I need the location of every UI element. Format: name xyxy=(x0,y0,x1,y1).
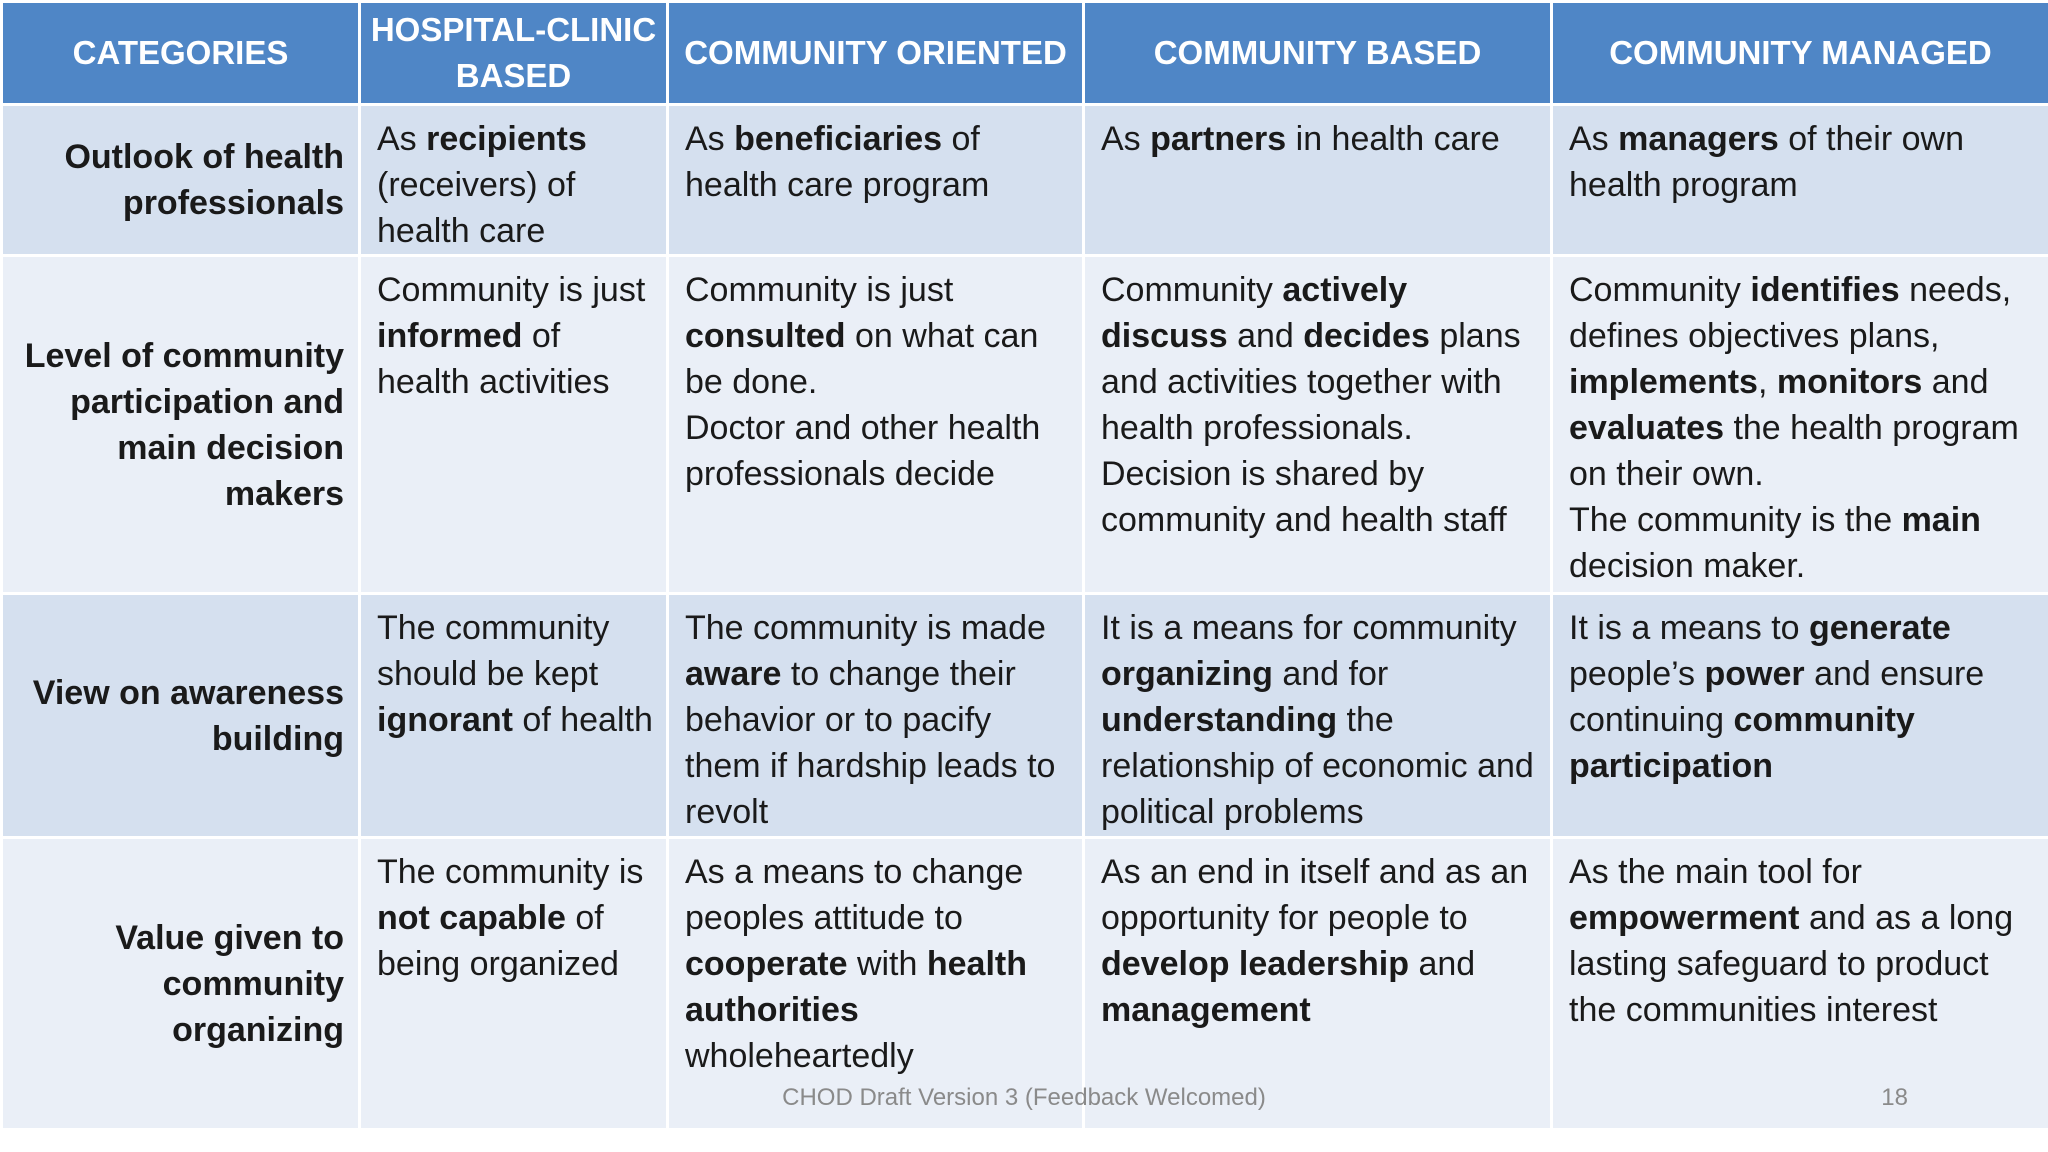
emphasized-text: management xyxy=(1101,991,1311,1029)
cell-text: Community is just xyxy=(377,271,646,309)
cell-text: As the main tool for xyxy=(1569,853,1862,891)
cell-text: of health care program xyxy=(685,120,990,204)
cell-text: It is a means for community xyxy=(1101,609,1517,647)
cell-text: the health program on their own. xyxy=(1569,409,2019,493)
emphasized-text: not capable xyxy=(377,899,566,937)
community-managed-cell xyxy=(1552,256,2048,594)
cell-text: As a means to change peoples attitude to xyxy=(685,853,1024,937)
cell-text: and ensure continuing xyxy=(1569,655,1985,739)
emphasized-text: monitors xyxy=(1776,363,1923,401)
cell-text: and xyxy=(1409,945,1476,983)
emphasized-text: beneficiaries xyxy=(734,120,943,158)
cell-text: (receivers) of health care xyxy=(377,166,576,250)
cell-text: needs, defines objectives plans, xyxy=(1569,271,2012,355)
header-community-managed: COMMUNITY MANAGED xyxy=(1552,2,2048,105)
emphasized-text: develop leadership xyxy=(1101,945,1409,983)
cell-text: in health care xyxy=(1286,120,1500,158)
cell-text: wholeheartedly xyxy=(685,1037,914,1075)
emphasized-text: implements xyxy=(1569,363,1758,401)
community-based-cell xyxy=(1084,594,1552,838)
cell-text: Community xyxy=(1569,271,1751,309)
emphasized-text: decides xyxy=(1303,317,1430,355)
cell-text: As xyxy=(685,120,735,158)
header-community-oriented: COMMUNITY ORIENTED xyxy=(668,2,1084,105)
community-based-cell xyxy=(1084,256,1552,594)
emphasized-text: recipients xyxy=(426,120,587,158)
community-managed-cell xyxy=(1552,594,2048,838)
table-row xyxy=(2,105,2048,256)
emphasized-text: actively discuss xyxy=(1101,271,1408,355)
cell-text: Decision is shared by community and health staff xyxy=(1101,455,1507,539)
emphasized-text: consulted xyxy=(685,317,846,355)
cell-text: the relationship of economic and political problems xyxy=(1101,701,1534,831)
cell-text: The community is the xyxy=(1569,501,1902,539)
category-cell: Value given to community organizing xyxy=(2,838,360,1130)
header-row xyxy=(2,2,2048,105)
page-number: 18 xyxy=(1881,1084,1908,1111)
cell-text: of health xyxy=(512,701,653,739)
emphasized-text: informed xyxy=(377,317,523,355)
hospital-clinic-cell xyxy=(360,105,668,256)
cell-text: Doctor and other health professionals decide xyxy=(685,409,1041,493)
emphasized-text: organizing xyxy=(1101,655,1273,693)
cell-text: As xyxy=(377,120,427,158)
footer-text: CHOD Draft Version 3 (Feedback Welcomed) xyxy=(782,1084,1266,1111)
cell-text: and as a long lasting safeguard to product the communities interest xyxy=(1569,899,2014,1029)
cell-text: , xyxy=(1757,363,1777,401)
emphasized-text: power xyxy=(1704,655,1805,693)
emphasized-text: partners xyxy=(1150,120,1287,158)
emphasized-text: managers xyxy=(1618,120,1779,158)
category-cell: View on awareness building xyxy=(2,594,360,838)
emphasized-text: community participation xyxy=(1569,701,1915,785)
emphasized-text: cooperate xyxy=(685,945,848,983)
emphasized-text: health authorities xyxy=(685,945,1027,1029)
community-based-cell xyxy=(1084,105,1552,256)
header-community-based: COMMUNITY BASED xyxy=(1084,2,1552,105)
cell-text: of health activities xyxy=(377,317,610,401)
category-cell: Level of community participation and main decision makers xyxy=(2,256,360,594)
cell-text: and xyxy=(1922,363,1989,401)
cell-text: The community is made xyxy=(685,609,1046,647)
table-row xyxy=(2,594,2048,838)
community-oriented-cell xyxy=(668,594,1084,838)
table-row xyxy=(2,256,2048,594)
category-cell: Outlook of health professionals xyxy=(2,105,360,256)
cell-text: with xyxy=(847,945,927,983)
emphasized-text: identifies xyxy=(1750,271,1900,309)
hospital-clinic-cell xyxy=(360,256,668,594)
community-managed-cell xyxy=(1552,105,2048,256)
header-hospital-clinic: HOSPITAL-CLINIC BASED xyxy=(360,2,668,105)
emphasized-text: evaluates xyxy=(1569,409,1724,447)
cell-text: and xyxy=(1227,317,1304,355)
cell-text: As an end in itself and as an opportunity for people to xyxy=(1101,853,1529,937)
emphasized-text: ignorant xyxy=(377,701,513,739)
cell-text: As xyxy=(1569,120,1619,158)
header-categories: CATEGORIES xyxy=(2,2,360,105)
emphasized-text: empowerment xyxy=(1569,899,1800,937)
emphasized-text: aware xyxy=(685,655,782,693)
cell-text: to change their behavior or to pacify them if hardship leads to revolt xyxy=(685,655,1056,831)
emphasized-text: understanding xyxy=(1101,701,1338,739)
cell-text: decision maker. xyxy=(1569,547,1806,585)
cell-text: plans and activities together with health professionals. xyxy=(1101,317,1521,447)
cell-text: The community should be kept xyxy=(377,609,610,693)
cell-text: people’s xyxy=(1569,655,1705,693)
cell-text: The community is xyxy=(377,853,644,891)
cell-text: As xyxy=(1101,120,1151,158)
hospital-clinic-cell xyxy=(360,594,668,838)
community-oriented-cell xyxy=(668,105,1084,256)
emphasized-text: generate xyxy=(1809,609,1951,647)
cell-text: on what can be done. xyxy=(685,317,1039,401)
cell-text: and for xyxy=(1272,655,1389,693)
cell-text: of their own health program xyxy=(1569,120,1964,204)
emphasized-text: main xyxy=(1901,501,1981,539)
cell-text: Community is just xyxy=(685,271,954,309)
cell-text: of being organized xyxy=(377,899,619,983)
community-oriented-cell xyxy=(668,256,1084,594)
cell-text: It is a means to xyxy=(1569,609,1809,647)
cell-text: Community xyxy=(1101,271,1283,309)
